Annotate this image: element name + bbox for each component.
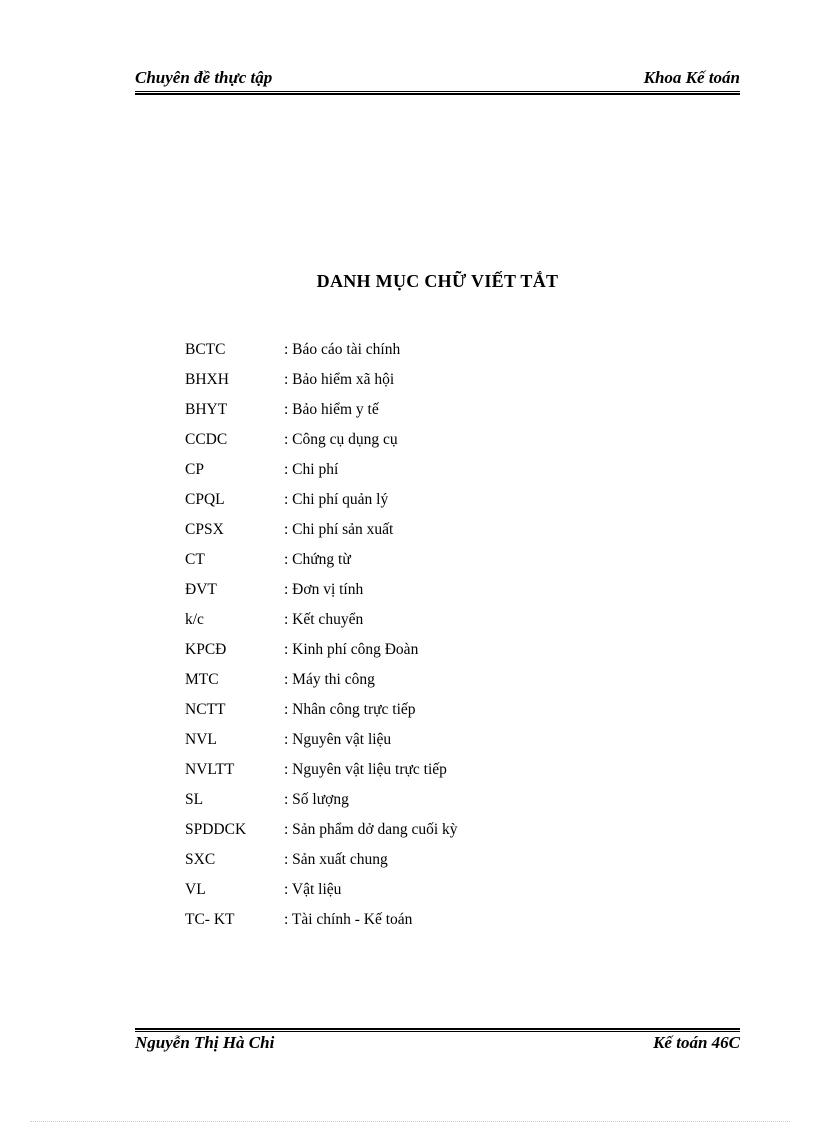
abbreviation-row — [185, 701, 635, 731]
abbreviation-definition: : Đơn vị tính — [284, 581, 364, 598]
abbreviation-definition: : Tài chính - Kế toán — [284, 911, 413, 928]
abbreviation-definition: : Kinh phí công Đoàn — [284, 641, 419, 658]
abbreviation-definition: : Số lượng — [284, 791, 349, 808]
abbreviation-term: CPSX — [185, 521, 224, 538]
abbreviation-row — [185, 641, 635, 671]
page-edge-divider — [30, 1121, 790, 1122]
abbreviation-term: KPCĐ — [185, 641, 227, 658]
abbreviation-term: CPQL — [185, 491, 225, 508]
abbreviation-definition: : Nguyên vật liệu — [284, 731, 392, 748]
abbreviation-definition: : Bảo hiểm y tế — [284, 401, 379, 418]
abbreviation-term: k/c — [185, 611, 204, 628]
abbreviation-row — [185, 791, 635, 821]
abbreviation-term: BCTC — [185, 341, 226, 358]
abbreviation-row — [185, 731, 635, 761]
abbreviation-term: NVL — [185, 731, 217, 748]
abbreviation-row — [185, 821, 635, 851]
header-rule-top — [135, 91, 740, 92]
abbreviation-term: NCTT — [185, 701, 226, 718]
abbreviation-definition: : Sản xuất chung — [284, 851, 388, 868]
abbreviation-row — [185, 371, 635, 401]
header-document-type: Chuyên đề thực tập — [135, 68, 273, 87]
abbreviation-definition: : Bảo hiểm xã hội — [284, 371, 395, 388]
footer-author: Nguyễn Thị Hà Chi — [135, 1033, 275, 1052]
header-rule-bottom — [135, 93, 740, 95]
abbreviation-term: NVLTT — [185, 761, 235, 778]
abbreviation-term: CCDC — [185, 431, 228, 448]
abbreviation-term: SL — [185, 791, 204, 808]
abbreviation-definition: : Nhân công trực tiếp — [284, 701, 416, 718]
abbreviation-list — [185, 341, 635, 941]
abbreviation-row — [185, 491, 635, 521]
abbreviation-definition: : Chi phí — [284, 461, 339, 478]
abbreviation-definition: : Sản phẩm dở dang cuối kỳ — [284, 821, 458, 838]
abbreviation-row — [185, 761, 635, 791]
abbreviation-row — [185, 611, 635, 641]
abbreviation-row — [185, 521, 635, 551]
abbreviation-definition: : Nguyên vật liệu trực tiếp — [284, 761, 447, 778]
abbreviation-definition: : Chứng từ — [284, 551, 351, 568]
abbreviation-term: BHYT — [185, 401, 228, 418]
abbreviation-term: ĐVT — [185, 581, 217, 598]
abbreviation-definition: : Kết chuyển — [284, 611, 364, 628]
abbreviation-definition: : Công cụ dụng cụ — [284, 431, 398, 448]
abbreviation-row — [185, 341, 635, 371]
abbreviation-term: CP — [185, 461, 204, 478]
page-footer — [135, 1033, 740, 1055]
abbreviation-row — [185, 881, 635, 911]
abbreviation-row — [185, 461, 635, 491]
page-title: DANH MỤC CHỮ VIẾT TẮT — [316, 271, 559, 291]
abbreviation-definition: : Chi phí quản lý — [284, 491, 389, 508]
abbreviation-row — [185, 551, 635, 581]
abbreviation-row — [185, 911, 635, 941]
page-header — [135, 68, 740, 90]
abbreviation-term: CT — [185, 551, 205, 568]
abbreviation-definition: : Máy thi công — [284, 671, 375, 688]
abbreviation-row — [185, 431, 635, 461]
abbreviation-row — [185, 851, 635, 881]
header-department: Khoa Kế toán — [643, 68, 740, 87]
abbreviation-row — [185, 401, 635, 431]
abbreviation-row — [185, 581, 635, 611]
abbreviation-term: MTC — [185, 671, 219, 688]
abbreviation-definition: : Vật liệu — [284, 881, 342, 898]
abbreviation-definition: : Chi phí sản xuất — [284, 521, 394, 538]
abbreviation-term: VL — [185, 881, 206, 898]
abbreviation-term: TC- KT — [185, 911, 235, 928]
abbreviation-row — [185, 671, 635, 701]
footer-rule-bottom — [135, 1031, 740, 1032]
abbreviation-definition: : Báo cáo tài chính — [284, 341, 401, 358]
abbreviation-term: SXC — [185, 851, 216, 868]
abbreviation-term: BHXH — [185, 371, 229, 388]
footer-class: Kế toán 46C — [653, 1033, 740, 1052]
abbreviation-term: SPDDCK — [185, 821, 247, 838]
footer-rule-top — [135, 1028, 740, 1030]
